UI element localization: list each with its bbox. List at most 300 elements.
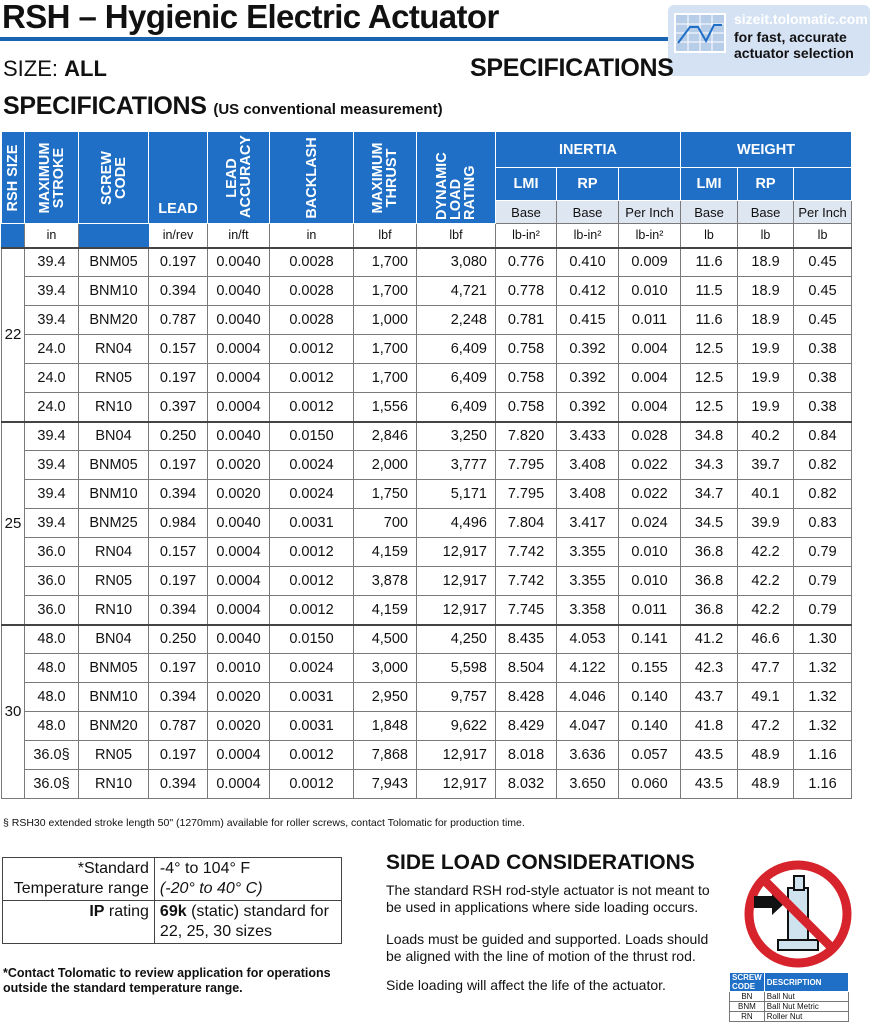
table-row bbox=[2, 277, 852, 306]
table-row bbox=[2, 393, 852, 422]
col-inertia: INERTIA bbox=[496, 132, 681, 168]
table-cell: 39.4 bbox=[25, 422, 79, 451]
table-cell: 0.157 bbox=[149, 335, 208, 364]
table-cell: 39.4 bbox=[25, 451, 79, 480]
table-cell: BN04 bbox=[79, 422, 149, 451]
table-cell: 0.011 bbox=[619, 596, 681, 625]
table-cell: 0.38 bbox=[794, 335, 852, 364]
table-row bbox=[2, 596, 852, 625]
table-cell: 1,000 bbox=[354, 306, 417, 335]
side-load-title: SIDE LOAD CONSIDERATIONS bbox=[386, 851, 695, 874]
table-row bbox=[2, 364, 852, 393]
table-cell: 0.394 bbox=[149, 277, 208, 306]
table-cell: 1,750 bbox=[354, 480, 417, 509]
table-cell: 0.0040 bbox=[208, 625, 270, 654]
size-value: ALL bbox=[64, 56, 107, 81]
table-cell: 8.428 bbox=[496, 683, 557, 712]
table-cell: 3.433 bbox=[557, 422, 619, 451]
side-load-p2-l1: Loads must be guided and supported. Loads should bbox=[386, 931, 709, 947]
table-cell: 0.0010 bbox=[208, 654, 270, 683]
table-cell: RN05 bbox=[79, 741, 149, 770]
table-cell: 0.004 bbox=[619, 335, 681, 364]
table-cell: RN10 bbox=[79, 596, 149, 625]
ip-value-bold: 69k bbox=[159, 903, 187, 920]
table-cell: 0.0004 bbox=[208, 567, 270, 596]
table-cell: 0.0004 bbox=[208, 335, 270, 364]
table-cell: 7.745 bbox=[496, 596, 557, 625]
legend-code: BNM bbox=[730, 1002, 765, 1012]
size-label-text: SIZE: bbox=[3, 56, 59, 81]
col-dynamic-load: DYNAMIC LOAD RATING bbox=[417, 132, 496, 224]
table-cell: 0.45 bbox=[794, 306, 852, 335]
table-cell: 0.45 bbox=[794, 277, 852, 306]
table-cell: 6,409 bbox=[417, 364, 496, 393]
table-cell: 7.795 bbox=[496, 451, 557, 480]
screw-code-legend bbox=[729, 972, 849, 1022]
table-cell: 0.0012 bbox=[270, 538, 354, 567]
ip-value bbox=[154, 901, 341, 944]
col-lead-accuracy: LEAD ACCURACY bbox=[208, 132, 270, 224]
table-cell: 0.394 bbox=[149, 480, 208, 509]
table-cell: BNM10 bbox=[79, 683, 149, 712]
table-cell: 4,500 bbox=[354, 625, 417, 654]
table-cell: 1.16 bbox=[794, 741, 852, 770]
table-cell: 48.0 bbox=[25, 625, 79, 654]
weight-blank bbox=[794, 168, 852, 201]
table-cell: 34.3 bbox=[681, 451, 738, 480]
table-cell: 39.4 bbox=[25, 480, 79, 509]
table-cell: 1,700 bbox=[354, 364, 417, 393]
title-rule bbox=[0, 37, 668, 41]
table-cell: 34.7 bbox=[681, 480, 738, 509]
table-cell: 0.397 bbox=[149, 393, 208, 422]
table-cell: 34.5 bbox=[681, 509, 738, 538]
table-cell: 0.776 bbox=[496, 248, 557, 277]
table-cell: 0.38 bbox=[794, 393, 852, 422]
section-heading bbox=[3, 92, 443, 121]
table-cell: 3.358 bbox=[557, 596, 619, 625]
table-cell: 24.0 bbox=[25, 393, 79, 422]
table-cell: 12,917 bbox=[417, 567, 496, 596]
unit-cell: in bbox=[270, 224, 354, 248]
table-row bbox=[2, 248, 852, 277]
table-cell: 9,622 bbox=[417, 712, 496, 741]
table-cell: 11.6 bbox=[681, 306, 738, 335]
weight-rp: RP bbox=[738, 168, 794, 201]
table-cell: 4.047 bbox=[557, 712, 619, 741]
table-cell: 0.0031 bbox=[270, 683, 354, 712]
promo-text bbox=[734, 29, 854, 61]
unit-cell: lbf bbox=[417, 224, 496, 248]
table-cell: 40.2 bbox=[738, 422, 794, 451]
table-cell: 0.060 bbox=[619, 770, 681, 799]
table-cell: 3,777 bbox=[417, 451, 496, 480]
legend-code: RN bbox=[730, 1012, 765, 1022]
table-cell: 8.032 bbox=[496, 770, 557, 799]
table-cell: 0.010 bbox=[619, 567, 681, 596]
size-cell: 30 bbox=[2, 625, 25, 799]
size-cell: 25 bbox=[2, 422, 25, 625]
table-cell: 1.30 bbox=[794, 625, 852, 654]
table-cell: 0.197 bbox=[149, 567, 208, 596]
table-cell: 4,496 bbox=[417, 509, 496, 538]
table-cell: 1,700 bbox=[354, 335, 417, 364]
table-cell: 0.0020 bbox=[208, 712, 270, 741]
table-cell: 48.9 bbox=[738, 770, 794, 799]
table-cell: 0.004 bbox=[619, 364, 681, 393]
table-cell: 1,556 bbox=[354, 393, 417, 422]
table-cell: 1,848 bbox=[354, 712, 417, 741]
unit-cell: lb-in² bbox=[557, 224, 619, 248]
table-cell: 0.0012 bbox=[270, 770, 354, 799]
section-heading-right: SPECIFICATIONS bbox=[470, 54, 674, 82]
table-cell: 19.9 bbox=[738, 335, 794, 364]
table-cell: RN05 bbox=[79, 567, 149, 596]
contact-note bbox=[3, 966, 331, 996]
table-cell: 0.787 bbox=[149, 306, 208, 335]
temp-value-f: -4° to 104° F bbox=[159, 860, 251, 877]
unit-cell: in bbox=[25, 224, 79, 248]
size-label bbox=[3, 56, 107, 82]
table-cell: 700 bbox=[354, 509, 417, 538]
table-cell: 5,171 bbox=[417, 480, 496, 509]
col-rsh-size: RSH SIZE bbox=[2, 132, 25, 224]
table-cell: 0.392 bbox=[557, 393, 619, 422]
table-cell: RN04 bbox=[79, 335, 149, 364]
col-backlash: BACKLASH bbox=[270, 132, 354, 224]
page-title: RSH – Hygienic Electric Actuator bbox=[2, 0, 499, 35]
table-cell: 1.32 bbox=[794, 712, 852, 741]
table-cell: 0.0012 bbox=[270, 567, 354, 596]
col-max-stroke: MAXIMUM STROKE bbox=[25, 132, 79, 224]
table-cell: 3.355 bbox=[557, 567, 619, 596]
table-cell: 24.0 bbox=[25, 364, 79, 393]
table-cell: 42.2 bbox=[738, 538, 794, 567]
ip-value-rest: (static) standard for bbox=[186, 903, 329, 920]
table-cell: 0.140 bbox=[619, 683, 681, 712]
table-cell: 0.155 bbox=[619, 654, 681, 683]
table-cell: 39.4 bbox=[25, 248, 79, 277]
temp-value bbox=[154, 858, 341, 901]
side-load-paragraph-1 bbox=[386, 882, 710, 916]
table-cell: BNM25 bbox=[79, 509, 149, 538]
table-cell: 0.392 bbox=[557, 364, 619, 393]
table-cell: 7,868 bbox=[354, 741, 417, 770]
side-load-p2-l2: be aligned with the line of motion of the thrust rod. bbox=[386, 948, 696, 964]
table-cell: BNM05 bbox=[79, 248, 149, 277]
inertia-blank bbox=[619, 168, 681, 201]
table-cell: 0.0024 bbox=[270, 451, 354, 480]
size-cell: 22 bbox=[2, 248, 25, 422]
table-cell: 0.197 bbox=[149, 364, 208, 393]
unit-cell: in/ft bbox=[208, 224, 270, 248]
table-cell: 0.0040 bbox=[208, 509, 270, 538]
table-cell: 7.795 bbox=[496, 480, 557, 509]
table-cell: 7.742 bbox=[496, 567, 557, 596]
table-cell: 36.0§ bbox=[25, 770, 79, 799]
table-cell: RN04 bbox=[79, 538, 149, 567]
table-cell: 11.5 bbox=[681, 277, 738, 306]
weight-rp-base: Base bbox=[738, 201, 794, 224]
table-cell: 0.0012 bbox=[270, 596, 354, 625]
table-cell: 8.435 bbox=[496, 625, 557, 654]
table-row bbox=[2, 567, 852, 596]
table-cell: BNM10 bbox=[79, 277, 149, 306]
table-cell: 43.7 bbox=[681, 683, 738, 712]
table-cell: 0.028 bbox=[619, 422, 681, 451]
ip-key-rest: rating bbox=[104, 903, 149, 920]
table-cell: 0.0004 bbox=[208, 741, 270, 770]
table-cell: 0.0024 bbox=[270, 654, 354, 683]
table-row bbox=[2, 625, 852, 654]
side-load-paragraph-2 bbox=[386, 931, 708, 965]
table-cell: 0.83 bbox=[794, 509, 852, 538]
table-cell: 39.4 bbox=[25, 509, 79, 538]
table-cell: 5,598 bbox=[417, 654, 496, 683]
table-cell: 0.79 bbox=[794, 567, 852, 596]
weight-lmi-base: Base bbox=[681, 201, 738, 224]
table-cell: 0.394 bbox=[149, 770, 208, 799]
table-cell: 0.0040 bbox=[208, 277, 270, 306]
table-cell: BNM10 bbox=[79, 480, 149, 509]
legend-description: Ball Nut Metric bbox=[764, 1002, 848, 1012]
table-cell: 2,950 bbox=[354, 683, 417, 712]
table-cell: 0.0031 bbox=[270, 712, 354, 741]
table-cell: 7.804 bbox=[496, 509, 557, 538]
table-cell: BNM20 bbox=[79, 306, 149, 335]
table-cell: 0.0024 bbox=[270, 480, 354, 509]
table-row bbox=[2, 654, 852, 683]
table-cell: 3.355 bbox=[557, 538, 619, 567]
inertia-rp: RP bbox=[557, 168, 619, 201]
legend-description: Ball Nut bbox=[764, 992, 848, 1002]
table-cell: 0.011 bbox=[619, 306, 681, 335]
promo-line-2: actuator selection bbox=[734, 45, 854, 61]
table-cell: 0.057 bbox=[619, 741, 681, 770]
table-row bbox=[2, 712, 852, 741]
section-subtitle: (US conventional measurement) bbox=[213, 101, 443, 118]
section-title: SPECIFICATIONS bbox=[3, 92, 207, 120]
table-cell: 1.32 bbox=[794, 683, 852, 712]
table-cell: 43.5 bbox=[681, 741, 738, 770]
col-weight: WEIGHT bbox=[681, 132, 852, 168]
table-cell: BNM05 bbox=[79, 451, 149, 480]
table-cell: 2,846 bbox=[354, 422, 417, 451]
table-cell: RN10 bbox=[79, 393, 149, 422]
table-cell: 7.742 bbox=[496, 538, 557, 567]
inertia-lmi-base: Base bbox=[496, 201, 557, 224]
table-cell: 0.197 bbox=[149, 451, 208, 480]
table-cell: 36.0 bbox=[25, 596, 79, 625]
table-row bbox=[2, 683, 852, 712]
table-cell: BNM20 bbox=[79, 712, 149, 741]
unit-cell: lb bbox=[738, 224, 794, 248]
table-cell: 41.2 bbox=[681, 625, 738, 654]
table-cell: 0.0012 bbox=[270, 741, 354, 770]
table-cell: 0.0040 bbox=[208, 422, 270, 451]
col-screw-code: SCREW CODE bbox=[79, 132, 149, 224]
table-cell: 12,917 bbox=[417, 741, 496, 770]
table-cell: 0.0150 bbox=[270, 422, 354, 451]
weight-per-inch: Per Inch bbox=[794, 201, 852, 224]
table-cell: 48.0 bbox=[25, 712, 79, 741]
legend-header bbox=[730, 973, 849, 992]
table-cell: 47.2 bbox=[738, 712, 794, 741]
table-cell: 48.0 bbox=[25, 654, 79, 683]
side-load-p1-l1: The standard RSH rod-style actuator is not meant to bbox=[386, 882, 710, 898]
table-row bbox=[2, 480, 852, 509]
table-cell: 12.5 bbox=[681, 393, 738, 422]
table-cell: 6,409 bbox=[417, 335, 496, 364]
table-cell: 0.0028 bbox=[270, 306, 354, 335]
units-size-blank bbox=[2, 224, 25, 248]
contact-note-line-2: outside the standard temperature range. bbox=[3, 981, 243, 995]
table-cell: 0.82 bbox=[794, 451, 852, 480]
table-cell: 39.4 bbox=[25, 306, 79, 335]
sizeit-promo[interactable] bbox=[668, 5, 870, 76]
table-cell: 0.394 bbox=[149, 596, 208, 625]
table-cell: 0.79 bbox=[794, 596, 852, 625]
table-cell: BNM05 bbox=[79, 654, 149, 683]
table-cell: 0.79 bbox=[794, 538, 852, 567]
table-cell: 36.0 bbox=[25, 567, 79, 596]
col-lead: LEAD bbox=[149, 132, 208, 224]
table-cell: 0.140 bbox=[619, 712, 681, 741]
table-cell: 36.0§ bbox=[25, 741, 79, 770]
legend-row bbox=[730, 992, 849, 1002]
table-cell: 4.046 bbox=[557, 683, 619, 712]
chart-graph-icon bbox=[674, 13, 726, 53]
temp-key-line-2: Temperature range bbox=[13, 880, 149, 897]
legend-col-code: SCREW CODE bbox=[730, 973, 765, 992]
unit-cell: lb-in² bbox=[619, 224, 681, 248]
legend-description: Roller Nut bbox=[764, 1012, 848, 1022]
table-cell: 0.009 bbox=[619, 248, 681, 277]
table-row bbox=[2, 306, 852, 335]
table-cell: 41.8 bbox=[681, 712, 738, 741]
footnote: § RSH30 extended stroke length 50" (1270mm) available for roller screws, contact Tolomatic for production time. bbox=[3, 817, 525, 829]
table-cell: 0.0040 bbox=[208, 306, 270, 335]
ip-value-sizes: 22, 25, 30 sizes bbox=[159, 923, 272, 940]
legend-row bbox=[730, 1012, 849, 1022]
side-load-p1-l2: be used in applications where side loading occurs. bbox=[386, 899, 699, 915]
table-cell: 0.024 bbox=[619, 509, 681, 538]
table-row bbox=[2, 538, 852, 567]
table-cell: 42.2 bbox=[738, 596, 794, 625]
unit-cell: in/rev bbox=[149, 224, 208, 248]
table-cell: RN05 bbox=[79, 364, 149, 393]
table-cell: 0.250 bbox=[149, 625, 208, 654]
units-row bbox=[2, 224, 852, 248]
table-cell: 48.0 bbox=[25, 683, 79, 712]
table-cell: 12.5 bbox=[681, 364, 738, 393]
table-cell: RN10 bbox=[79, 770, 149, 799]
table-row bbox=[2, 741, 852, 770]
table-cell: 8.429 bbox=[496, 712, 557, 741]
table-cell: 3,080 bbox=[417, 248, 496, 277]
table-cell: 0.45 bbox=[794, 248, 852, 277]
table-cell: 0.778 bbox=[496, 277, 557, 306]
table-cell: 18.9 bbox=[738, 248, 794, 277]
table-cell: 0.758 bbox=[496, 393, 557, 422]
table-cell: 12,917 bbox=[417, 538, 496, 567]
temperature-ip-table bbox=[2, 857, 342, 944]
size-group bbox=[2, 625, 852, 799]
table-cell: 18.9 bbox=[738, 306, 794, 335]
table-cell: 1.16 bbox=[794, 770, 852, 799]
table-cell: 9,757 bbox=[417, 683, 496, 712]
side-load-paragraph-3: Side loading will affect the life of the actuator. bbox=[386, 977, 666, 993]
table-cell: 0.0004 bbox=[208, 393, 270, 422]
table-cell: 1.32 bbox=[794, 654, 852, 683]
contact-note-line-1: *Contact Tolomatic to review application for operations bbox=[3, 966, 331, 980]
table-cell: 0.82 bbox=[794, 480, 852, 509]
table-cell: 0.0004 bbox=[208, 538, 270, 567]
table-cell: 12,917 bbox=[417, 770, 496, 799]
specifications-table bbox=[1, 131, 852, 799]
table-cell: 0.0004 bbox=[208, 596, 270, 625]
size-group bbox=[2, 422, 852, 625]
temp-value-c: (-20° to 40° C) bbox=[159, 880, 263, 897]
table-cell: 4,721 bbox=[417, 277, 496, 306]
table-row bbox=[2, 770, 852, 799]
temp-key-line-1: *Standard bbox=[77, 860, 149, 877]
table-cell: 42.2 bbox=[738, 567, 794, 596]
table-cell: 4,250 bbox=[417, 625, 496, 654]
table-row bbox=[2, 422, 852, 451]
table-cell: 8.018 bbox=[496, 741, 557, 770]
table-cell: 3.408 bbox=[557, 451, 619, 480]
table-cell: 0.0012 bbox=[270, 393, 354, 422]
table-cell: 47.7 bbox=[738, 654, 794, 683]
table-cell: 0.0040 bbox=[208, 248, 270, 277]
table-cell: 3.417 bbox=[557, 509, 619, 538]
table-cell: 4.122 bbox=[557, 654, 619, 683]
table-cell: 0.250 bbox=[149, 422, 208, 451]
inertia-lmi: LMI bbox=[496, 168, 557, 201]
table-cell: 11.6 bbox=[681, 248, 738, 277]
table-cell: 0.0020 bbox=[208, 683, 270, 712]
table-cell: 39.7 bbox=[738, 451, 794, 480]
table-cell: 0.0012 bbox=[270, 364, 354, 393]
table-cell: 0.197 bbox=[149, 248, 208, 277]
table-row bbox=[2, 509, 852, 538]
table-cell: 0.758 bbox=[496, 335, 557, 364]
table-cell: 19.9 bbox=[738, 393, 794, 422]
table-cell: 3,878 bbox=[354, 567, 417, 596]
unit-cell: lbf bbox=[354, 224, 417, 248]
table-cell: 0.0028 bbox=[270, 248, 354, 277]
table-cell: 0.141 bbox=[619, 625, 681, 654]
table-cell: 0.84 bbox=[794, 422, 852, 451]
weight-lmi: LMI bbox=[681, 168, 738, 201]
table-cell: 19.9 bbox=[738, 364, 794, 393]
table-cell: 3.408 bbox=[557, 480, 619, 509]
promo-url[interactable]: sizeit.tolomatic.com bbox=[734, 11, 868, 27]
ip-key bbox=[3, 901, 155, 944]
table-cell: 0.787 bbox=[149, 712, 208, 741]
table-cell: 48.9 bbox=[738, 741, 794, 770]
table-cell: 40.1 bbox=[738, 480, 794, 509]
table-cell: 6,409 bbox=[417, 393, 496, 422]
table-cell: 0.004 bbox=[619, 393, 681, 422]
unit-cell: lb-in² bbox=[496, 224, 557, 248]
table-cell: 34.8 bbox=[681, 422, 738, 451]
table-cell: 0.0004 bbox=[208, 364, 270, 393]
table-cell: 4,159 bbox=[354, 538, 417, 567]
table-cell: 3,250 bbox=[417, 422, 496, 451]
table-cell: 0.392 bbox=[557, 335, 619, 364]
